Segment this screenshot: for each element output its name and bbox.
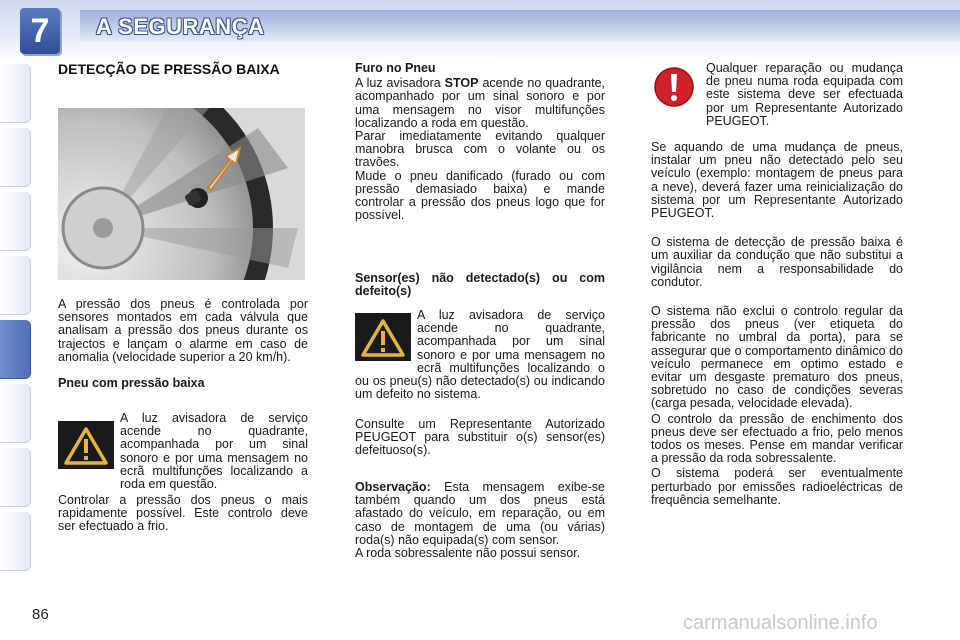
regular-check-text: O sistema não exclui o controlo regular da pressão dos pneus (ver etiqueta do fabricante no umbral da porta), para se assegurar que o comportamento dinâmico do veículo permanece em optimo estado e evitar um desgaste prematuro dos pneus, sobretudo no caso de condições severas (carga pesada, velocidade elevada).	[651, 304, 903, 411]
low-pressure-text-box	[120, 412, 308, 491]
column-right	[651, 141, 903, 507]
chapter-tab[interactable]	[0, 192, 31, 251]
warning-text-box	[706, 62, 903, 128]
section-heading: DETECÇÃO DE PRESSÃO BAIXA	[58, 61, 280, 77]
low-pressure-text: A luz avisadora de serviço acende no quadrante, acompanhada por um sinal sonoro e por uma mensagem no ecrã multifunções localizando a roda em questão.	[120, 411, 308, 492]
chapter-tab[interactable]	[0, 448, 31, 507]
stop-text: Parar imediatamente evitando qualquer manobra brusca com o volante ou os travões.	[355, 129, 605, 170]
note-label: Observação:	[355, 480, 431, 494]
chapter-tab[interactable]	[0, 128, 31, 187]
note-box	[355, 481, 605, 560]
change-tyre-text: Mude o pneu danificado (furado ou com pressão demasiado baixa) e mande controlar a pressão dos pneus logo que for possível.	[355, 168, 605, 223]
watermark: carmanualsonline.info	[683, 612, 878, 634]
chapter-number: 7	[30, 12, 50, 50]
chapter-tab[interactable]	[0, 512, 31, 571]
low-pressure-heading: Pneu com pressão baixa	[58, 376, 205, 391]
chapter-title: A SEGURANÇA	[96, 14, 265, 39]
wheel-valve-photo	[58, 108, 305, 280]
control-text: Controlar a pressão dos pneus o mais rapidamente possível. Este controlo deve ser efectuado a frio.	[58, 493, 308, 534]
puncture-text	[355, 77, 605, 130]
chapter-badge	[20, 8, 60, 54]
column-left-body	[58, 298, 308, 390]
puncture-post: acende no quadrante, acompanhado por um sinal sonoro e por uma mensagem no visor multifunções localizando a roda em questão.	[355, 76, 606, 130]
sensor-text	[355, 309, 605, 401]
column-middle	[355, 62, 605, 222]
stop-label: STOP	[444, 76, 479, 91]
chapter-tab[interactable]	[0, 64, 31, 123]
chapter-tabs	[0, 64, 32, 574]
chapter-tab[interactable]	[0, 384, 31, 443]
intro-text: A pressão dos pneus é controlada por sensores montados em cada válvula que analisam a pressão dos pneus durante os trajectos e lançam o alarme em caso de anomalia (velocidade superior a 20 km/h).	[58, 297, 308, 364]
page-number: 86	[32, 606, 49, 623]
chapter-tab[interactable]	[0, 256, 31, 315]
spare-text: A roda sobressalente não possui sensor.	[355, 546, 581, 561]
note-text	[355, 481, 605, 547]
puncture-heading: Furo no Pneu	[355, 61, 436, 75]
sensor-section	[355, 272, 605, 298]
inflation-text: O controlo da pressão de enchimento dos pneus deve ser efectuado a frio, pelo menos todos os meses. Pense em mandar verificar a pressão da roda sobressalente.	[651, 411, 903, 466]
consult-box	[355, 418, 605, 458]
sensor-heading: Sensor(es) não detectado(s) ou com defeito(s)	[355, 271, 605, 299]
puncture-pre: A luz avisadora	[355, 76, 441, 91]
control-text-box	[58, 494, 308, 534]
service-warning-icon	[58, 421, 114, 469]
note-body: Esta mensagem exibe-se também quando um dos pneus está afastado do veículo, em reparação, ou em caso de montagem de uma (ou várias) roda(s) não equipada(s) com sensor.	[355, 480, 605, 547]
column-left	[58, 62, 308, 77]
exclamation-warning-icon	[653, 66, 695, 108]
chapter-tab-active[interactable]	[0, 320, 31, 379]
disturbance-text: O sistema poderá ser eventualmente perturbado por emissões radioeléctricas de frequência semelhante.	[651, 466, 903, 507]
sensor-text-span: A luz avisadora de serviço acende no quadrante, acompanhada por um sinal sonoro e por uma mensagem no ecrã multifunções localizando o ou os pneu(s) não detectado(s) ou indicando um defeito no sistema.	[355, 308, 605, 402]
consult-text: Consulte um Representante Autorizado PEUGEOT para substituir o(s) sensor(es) defeituoso(s).	[355, 417, 605, 458]
warning-text: Qualquer reparação ou mudança de pneu numa roda equipada com este sistema deve ser efectuada por um Representante Autorizado PEUGEOT.	[706, 61, 903, 128]
reinit-text: Se aquando de uma mudança de pneus, instalar um pneu não detectado pelo seu veículo (exemplo: montagem de pneus para a neve), deverá fazer uma reinicialização do sistema por um Representante Autorizado PEUGEOT.	[651, 140, 903, 221]
auxiliary-text: O sistema de detecção de pressão baixa é um auxiliar da condução que não substitui a vigilância nem a responsabilidade do condutor.	[651, 235, 903, 289]
sensor-text-box	[355, 309, 605, 401]
